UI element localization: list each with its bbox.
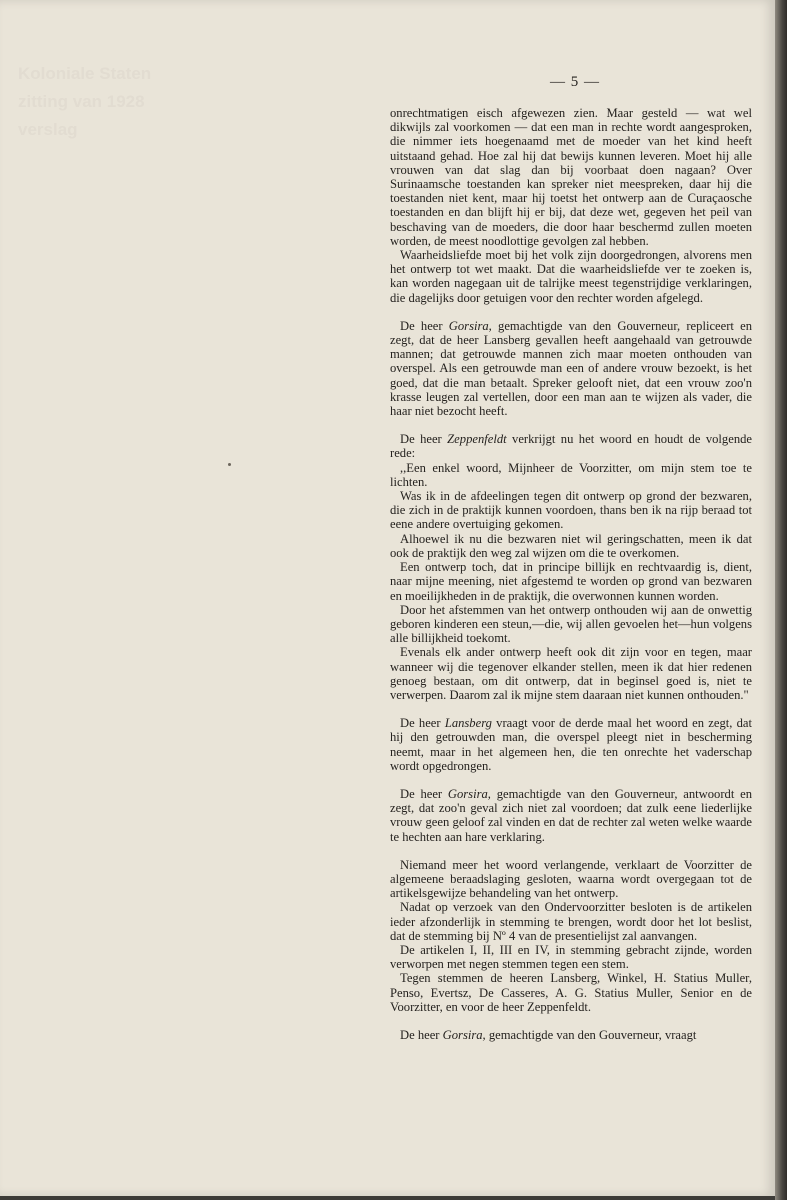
speaker-prefix: De heer <box>400 318 449 333</box>
paragraph-text: vraagt voor de derde maal het woord en zegt, dat hij den getrouwden man, die overspel pleegt niet in bescherming neemt, maar in het algemeen hen, die ten onrechte het vaderschap wordt opgedrongen. <box>390 716 753 773</box>
paragraph-text: Evenals elk ander ontwerp heeft ook dit zijn voor en tegen, maar wanneer wij die tegenover elkander stellen, meen ik dat hier redenen genoeg bestaan, om dit ontwerp, dat in beginsel goed is, niet te verwerpen. Daarom zal ik mijne stem daaraan niet kunnen onthouden." <box>390 645 752 702</box>
paragraph <box>390 319 752 418</box>
paragraph <box>390 432 752 460</box>
paragraph-text: verkrijgt nu het woord en houdt de volgende rede: <box>390 432 752 461</box>
paragraph-text: Waarheidsliefde moet bij het volk zijn doorgedrongen, alvorens men het ontwerp tot wet maakt. Dat die waarheidsliefde ver te zoeken is, kan worden nagegaan uit de talrijke meest tegenstrijdige verklaringen, die dagelijks door getuigen voor den rechter worden afgelegd. <box>390 248 752 305</box>
speaker-prefix: De heer <box>400 432 448 447</box>
speaker-name: Gorsira, <box>442 1027 486 1042</box>
speaker-name: Gorsira, <box>448 318 492 333</box>
page-number: — 5 — <box>550 74 600 90</box>
paragraph-text: Tegen stemmen de heeren Lansberg, Winkel, H. Statius Muller, Penso, Evertsz, De Casseres, A. G. Statius Muller, Senior en de Voorzitter, en voor de heer Zeppenfeldt. <box>390 971 752 1014</box>
paragraph <box>390 106 752 248</box>
paragraph-text: gemachtigde van den Gouverneur, repliceert en zegt, dat de heer Lansberg gevallen heeft aangehaald van getrouwde mannen; dat getrouwde mannen zich maar moeten onthouden van overspel. Als een getrouwde man een of andere vrouw bezoekt, is het goed, dat die man betaalt. Spreker gelooft niet, dat een vrouw zoo'n krasse leugen zal vertellen, door een man aan te wijzen als vader, die haar niet bezocht heeft. <box>390 318 752 419</box>
paragraph-text: Niemand meer het woord verlangende, verklaart de Voorzitter de algemeene beraadslaging gesloten, waarna wordt overgegaan tot de artikelsgewijze behandeling van het ontwerp. <box>390 857 752 901</box>
paragraph <box>390 461 752 489</box>
paragraph <box>390 603 752 646</box>
paragraph <box>390 900 752 943</box>
paragraph <box>390 971 752 1014</box>
paragraph <box>390 1028 752 1042</box>
show-through-text: Koloniale Staten zitting van 1928 verslag <box>18 64 152 139</box>
speaker-name: Gorsira, <box>447 786 491 801</box>
speaker-prefix: De heer <box>400 1027 443 1042</box>
paragraph-text: ,,Een enkel woord, Mijnheer de Voorzitter, om mijn stem toe te lichten. <box>390 460 752 489</box>
paragraph-text: onrechtmatigen eisch afgewezen zien. Maar gesteld — wat wel dikwijls zal voorkomen — dat een man in rechte wordt aangesproken, die nimmer iets hoegenaamd met de moeder van het kind heeft uitstaand gehad. Hoe zal hij dat bewijs kunnen leveren. Moet hij alle vrouwen van dat slag dan bij voorbaat doen nagaan? Over Surinaamsche toestanden kan spreker niet meespreken, daar hij die toestanden niet kent, maar hij toetst het ontwerp aan de Curaçaosche toestanden en dan blijft hij er bij, dat deze wet, gegeven het peil van beschaving van de moeders, die door haar beschermd zullen moeten worden, de meest noodlottige gevolgen zal hebben. <box>390 106 752 248</box>
paragraph <box>390 248 752 305</box>
paragraph-text: gemachtigde van den Gouverneur, vraagt <box>485 1027 697 1042</box>
page-edge-shadow <box>775 0 787 1200</box>
paragraph-text: Een ontwerp toch, dat in principe billijk en rechtvaardig is, dient, naar mijne meening, niet afgestemd te worden op grond van bezwaren en moeilijkheden in de praktijk, die overwonnen kunnen worden. <box>390 560 752 603</box>
paper-speck <box>228 463 231 466</box>
paragraph <box>390 560 752 603</box>
paragraph <box>390 716 752 773</box>
paragraph-text: De artikelen I, II, III en IV, in stemming gebracht zijnde, worden verworpen met negen stemmen tegen een stem. <box>390 942 752 972</box>
speaker-name: Lansberg <box>444 716 492 731</box>
paragraph <box>390 645 752 702</box>
paragraph-text: Door het afstemmen van het ontwerp onthouden wij aan de onwettig geboren kinderen een steun,—die, wij allen gevoelen het—hun volgens alle billijkheid toekomt. <box>390 602 752 646</box>
speaker-prefix: De heer <box>400 786 448 801</box>
speaker-prefix: De heer <box>400 716 445 731</box>
paragraph <box>390 858 752 901</box>
speaker-name: Zeppenfeldt <box>447 432 507 447</box>
paragraph-text: gemachtigde van den Gouverneur, antwoordt en zegt, dat zoo'n geval zich niet zal voordoen; dat zulk eene liederlijke vrouw geen geloof zal vinden en dat de rechter zal weten welke waarde te hechten aan hare verklaring. <box>390 786 752 844</box>
paragraph <box>390 787 752 844</box>
paragraph <box>390 943 752 971</box>
paragraph <box>390 489 752 532</box>
paragraph-text: Alhoewel ik nu die bezwaren niet wil geringschatten, meen ik dat ook de praktijk den weg zal wijzen om die te overkomen. <box>390 531 752 560</box>
paragraph <box>390 532 752 560</box>
paragraph-text: Nadat op verzoek van den Ondervoorzitter besloten is de artikelen ieder afzonderlijk in stemming te brengen, wordt door het lot beslist, dat de stemming bij Nº 4 van de presentielijst zal aanvangen. <box>390 900 752 943</box>
paragraph-text: Was ik in de afdeelingen tegen dit ontwerp op grond der bezwaren, die zich in de praktijk kunnen voordoen, thans ben ik na rijp beraad tot eene andere overtuiging gekomen. <box>390 489 752 532</box>
body-text <box>390 106 752 1042</box>
